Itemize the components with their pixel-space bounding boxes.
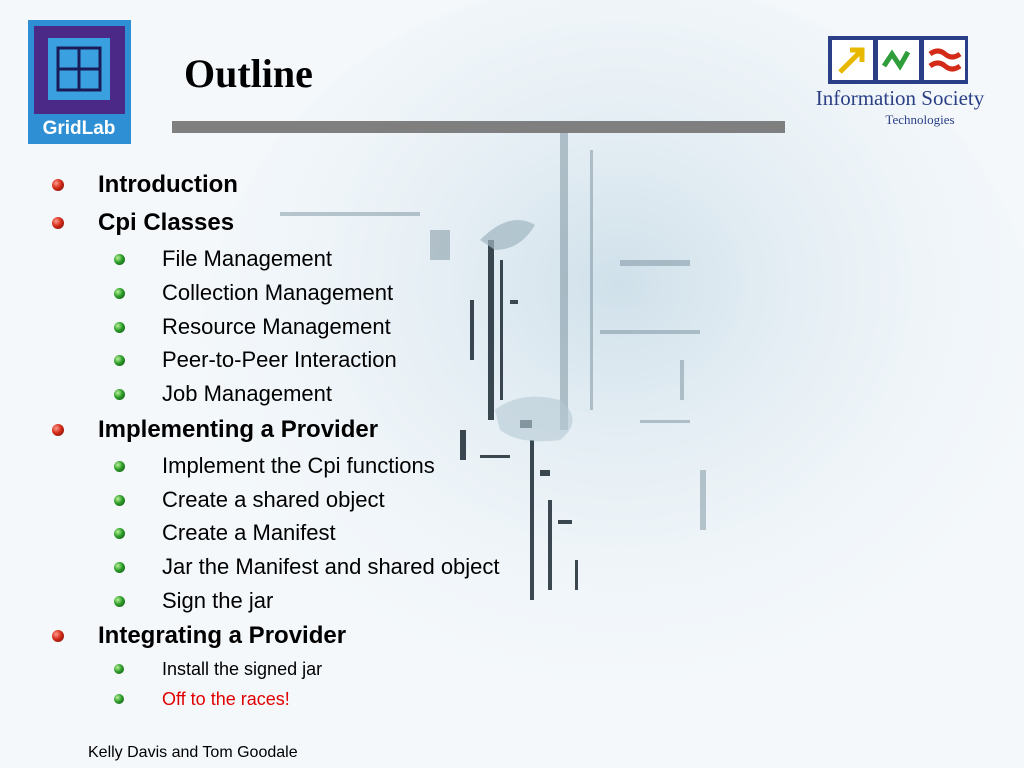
green-bullet-icon xyxy=(114,495,125,506)
outline-item: Integrating a Provider xyxy=(98,622,346,650)
green-bullet-icon xyxy=(114,562,125,573)
green-bullet-icon xyxy=(114,322,125,333)
outline-subitem: File Management xyxy=(162,246,332,272)
outline-subitem: Create a shared object xyxy=(162,487,385,513)
outline-subitem: Collection Management xyxy=(162,280,393,306)
outline-subitem: Job Management xyxy=(162,381,332,407)
green-bullet-icon xyxy=(114,528,125,539)
green-bullet-icon xyxy=(114,254,125,265)
ist-logo xyxy=(800,28,1000,133)
gridlab-logo xyxy=(28,20,131,144)
outline-item: Implementing a Provider xyxy=(98,416,378,444)
green-bullet-icon xyxy=(114,355,125,366)
red-bullet-icon xyxy=(52,179,64,191)
outline-subitem-highlight: Off to the races! xyxy=(162,689,290,710)
outline-item: Cpi Classes xyxy=(98,209,234,237)
green-bullet-icon xyxy=(114,288,125,299)
page-title: Outline xyxy=(184,51,313,96)
outline-subitem: Create a Manifest xyxy=(162,520,336,546)
outline-subitem: Implement the Cpi functions xyxy=(162,453,435,479)
green-bullet-icon xyxy=(114,664,124,674)
green-bullet-icon xyxy=(114,461,125,472)
title-underline-bar xyxy=(172,121,785,133)
ist-emblem-icon xyxy=(800,28,1000,88)
green-bullet-icon xyxy=(114,389,125,400)
svg-text:GridLab: GridLab xyxy=(42,118,116,139)
outline-subitem: Jar the Manifest and shared object xyxy=(162,554,500,580)
green-bullet-icon xyxy=(114,596,125,607)
red-bullet-icon xyxy=(52,630,64,642)
red-bullet-icon xyxy=(52,217,64,229)
ist-name-line1: Information Society xyxy=(815,86,985,110)
outline-item: Introduction xyxy=(98,171,238,199)
red-bullet-icon xyxy=(52,424,64,436)
outline-subitem: Peer-to-Peer Interaction xyxy=(162,347,397,373)
outline-subitem: Install the signed jar xyxy=(162,659,322,680)
outline-subitem: Sign the jar xyxy=(162,588,273,614)
outline-subitem: Resource Management xyxy=(162,314,391,340)
ist-name-line2: Technologies xyxy=(885,112,955,127)
green-bullet-icon xyxy=(114,694,124,704)
footer-authors: Kelly Davis and Tom Goodale xyxy=(88,744,298,761)
